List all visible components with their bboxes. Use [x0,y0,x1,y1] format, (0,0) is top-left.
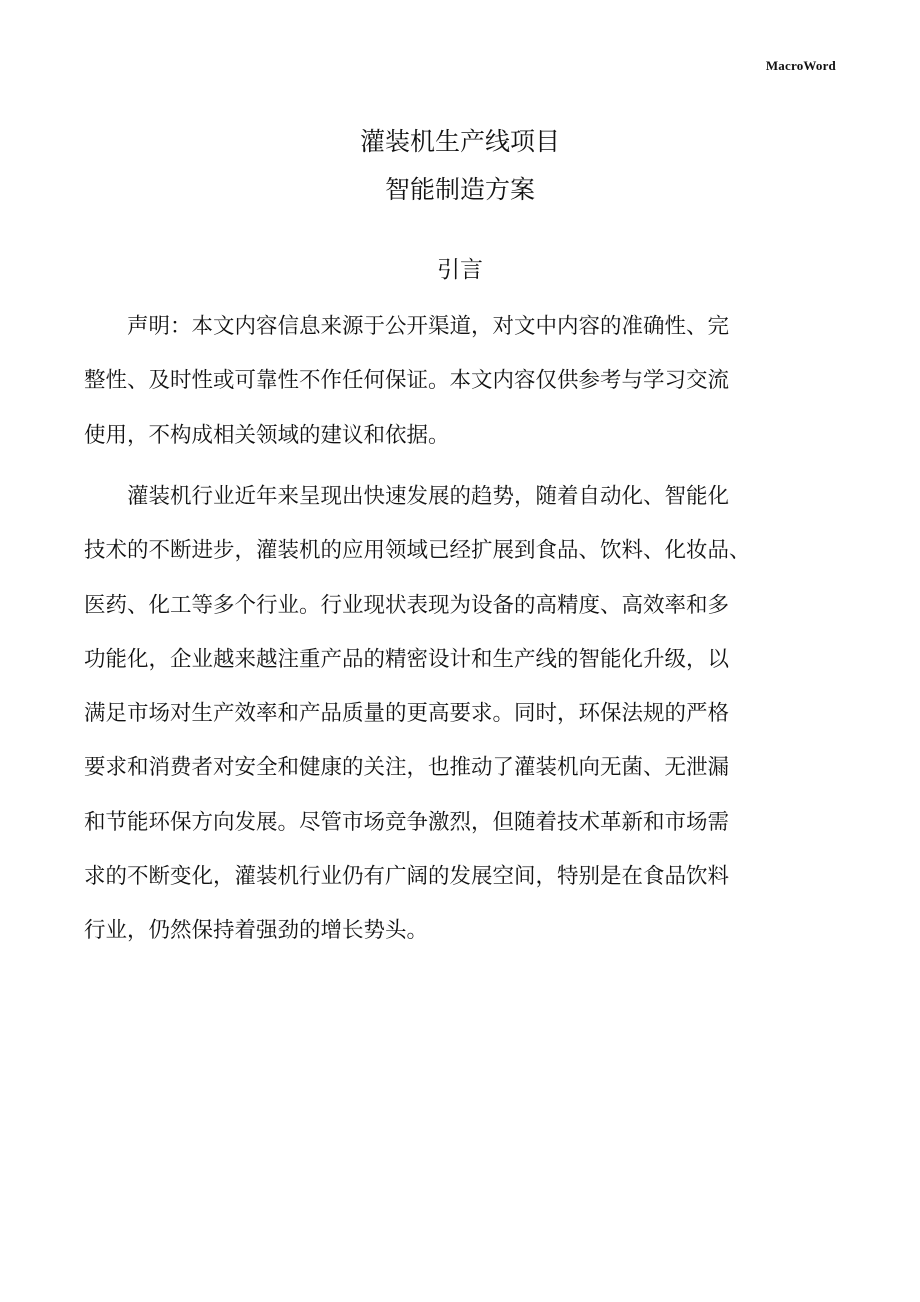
paragraph-industry [84,470,844,959]
text-line: 求的不断变化，灌装机行业仍有广阔的发展空间，特别是在食品饮料 [84,864,730,890]
header-brand: MacroWord [765,58,836,73]
text-line: 技术的不断进步，灌装机的应用领域已经扩展到食品、饮料、化妆品、 [84,538,751,564]
text-line: 使用，不构成相关领域的建议和依据。 [84,422,450,448]
title-line-2: 智能制造方案 [384,175,535,204]
section-heading: 引言 [437,257,483,283]
text-line: 医药、化工等多个行业。行业现状表现为设备的高精度、高效率和多 [84,592,730,618]
text-line: 整性、及时性或可靠性不作任何保证。本文内容仅供参考与学习交流 [84,368,730,394]
text-line: 声明：本文内容信息来源于公开渠道，对文中内容的准确性、完 [84,314,730,339]
text-line: 满足市场对生产效率和产品质量的更高要求。同时，环保法规的严格 [84,701,730,727]
text-line: 功能化，企业越来越注重产品的精密设计和生产线的智能化升级，以 [84,646,730,672]
text-line: 行业，仍然保持着强劲的增长势头。 [84,918,429,944]
text-line: 灌装机行业近年来呈现出快速发展的趋势，随着自动化、智能化 [84,484,730,509]
text-line: 要求和消费者对安全和健康的关注，也推动了灌装机向无菌、无泄漏 [84,755,730,781]
text-line: 和节能环保方向发展。尽管市场竞争激烈，但随着技术革新和市场需 [84,809,730,835]
paragraph-disclaimer [84,300,844,463]
title-line-1: 灌装机生产线项目 [359,127,560,156]
document-title [0,118,920,214]
